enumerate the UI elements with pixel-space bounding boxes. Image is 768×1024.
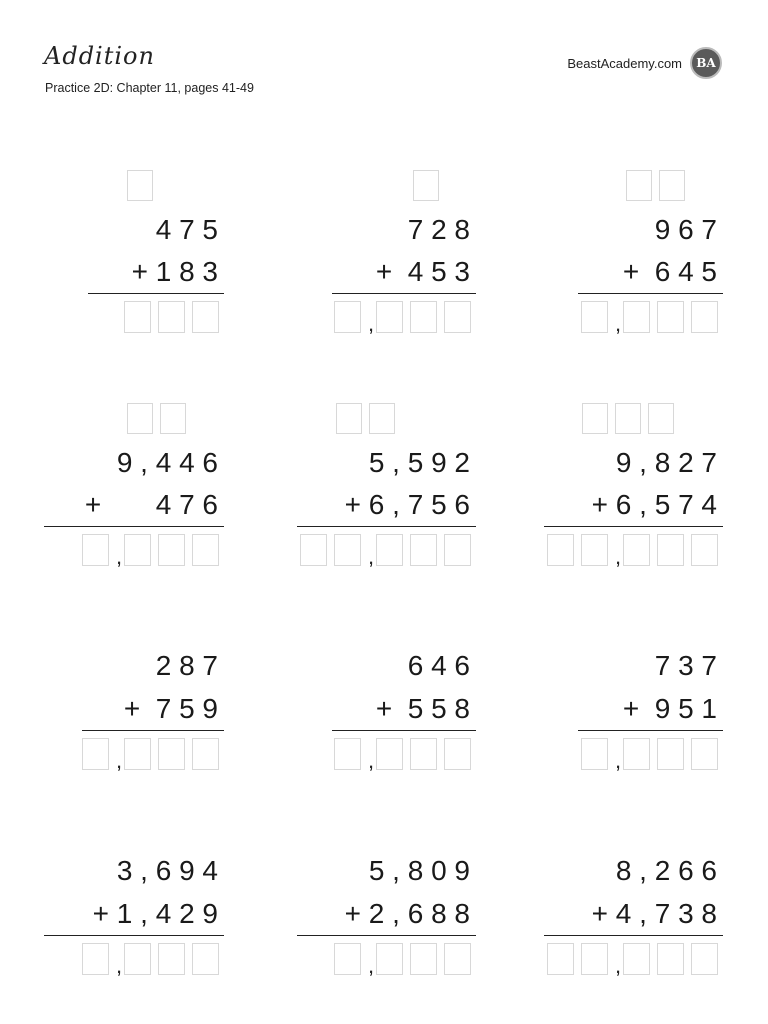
answer-digit-box[interactable] [192,301,219,333]
answer-digit-box[interactable] [444,301,471,333]
sum-line [297,935,476,936]
addend-bottom: + 1 8 3 [131,256,218,287]
addend-top: 9 , 4 4 6 [116,447,218,478]
addend-bottom: + 6 4 5 [622,256,717,287]
answer-digit-box[interactable] [581,943,608,975]
answer-digit-box[interactable] [410,738,437,770]
carry-box[interactable] [160,403,186,434]
answer-digit-box[interactable] [623,534,650,566]
answer-digit-box[interactable] [691,943,718,975]
sum-line [44,526,224,527]
answer-digit-box[interactable] [158,301,185,333]
sum-line [88,293,224,294]
answer-digit-box[interactable] [410,943,437,975]
addend-bottom: + 2 , 6 8 8 [344,898,470,929]
addend-top: 2 8 7 [155,650,218,681]
addend-top: 5 , 8 0 9 [368,855,470,886]
answer-digit-box[interactable] [691,301,718,333]
carry-box[interactable] [127,170,153,201]
addend-bottom: + 6 , 7 5 6 [344,489,470,520]
answer-digit-box[interactable] [334,738,361,770]
answer-digit-box[interactable] [444,534,471,566]
answer-digit-box[interactable] [192,738,219,770]
answer-digit-box[interactable] [82,943,109,975]
answer-comma: , [116,544,123,569]
answer-digit-box[interactable] [657,943,684,975]
carry-box[interactable] [648,403,674,434]
answer-digit-box[interactable] [334,301,361,333]
answer-digit-box[interactable] [158,738,185,770]
answer-digit-box[interactable] [376,738,403,770]
answer-digit-box[interactable] [334,534,361,566]
carry-box[interactable] [626,170,652,201]
answer-digit-box[interactable] [623,943,650,975]
answer-comma: , [368,544,375,569]
answer-digit-box[interactable] [691,738,718,770]
answer-comma: , [368,311,375,336]
answer-digit-box[interactable] [192,534,219,566]
sum-line [544,935,723,936]
answer-comma: , [368,953,375,978]
sum-line [297,526,476,527]
answer-digit-box[interactable] [124,738,151,770]
carry-box[interactable] [127,403,153,434]
sum-line [578,293,723,294]
answer-digit-box[interactable] [158,534,185,566]
answer-digit-box[interactable] [410,534,437,566]
beast-academy-logo-icon: BA [690,47,722,79]
worksheet-title: Addition [44,42,155,70]
answer-digit-box[interactable] [124,943,151,975]
addend-top: 7 2 8 [407,214,470,245]
answer-digit-box[interactable] [82,738,109,770]
addend-bottom: + 1 , 4 2 9 [92,898,218,929]
addend-bottom: + 5 5 8 [375,693,470,724]
carry-box[interactable] [336,403,362,434]
answer-digit-box[interactable] [82,534,109,566]
carry-box[interactable] [659,170,685,201]
carry-box[interactable] [615,403,641,434]
answer-digit-box[interactable] [376,943,403,975]
answer-comma: , [615,544,622,569]
answer-digit-box[interactable] [158,943,185,975]
addend-top: 7 3 7 [654,650,717,681]
answer-digit-box[interactable] [192,943,219,975]
answer-digit-box[interactable] [657,301,684,333]
addend-top: 9 6 7 [654,214,717,245]
addend-bottom: + 9 5 1 [622,693,717,724]
answer-digit-box[interactable] [124,301,151,333]
addend-top: 8 , 2 6 6 [615,855,717,886]
answer-comma: , [615,311,622,336]
answer-digit-box[interactable] [657,738,684,770]
sum-line [578,730,723,731]
answer-digit-box[interactable] [376,301,403,333]
answer-digit-box[interactable] [444,943,471,975]
addend-top: 5 , 5 9 2 [368,447,470,478]
site-name: BeastAcademy.com [567,56,682,71]
answer-digit-box[interactable] [623,738,650,770]
sum-line [82,730,224,731]
answer-digit-box[interactable] [334,943,361,975]
addend-top: 9 , 8 2 7 [615,447,717,478]
addend-top: 3 , 6 9 4 [116,855,218,886]
sum-line [332,730,476,731]
answer-digit-box[interactable] [300,534,327,566]
answer-comma: , [368,748,375,773]
addend-top: 6 4 6 [407,650,470,681]
answer-comma: , [615,953,622,978]
addend-top: 4 7 5 [155,214,218,245]
carry-box[interactable] [369,403,395,434]
answer-digit-box[interactable] [547,943,574,975]
answer-digit-box[interactable] [376,534,403,566]
answer-digit-box[interactable] [691,534,718,566]
answer-digit-box[interactable] [547,534,574,566]
carry-box[interactable] [413,170,439,201]
answer-digit-box[interactable] [581,301,608,333]
addend-bottom: + 4 7 6 [84,489,218,520]
answer-comma: , [615,748,622,773]
carry-box[interactable] [582,403,608,434]
answer-digit-box[interactable] [623,301,650,333]
sum-line [44,935,224,936]
answer-digit-box[interactable] [124,534,151,566]
answer-digit-box[interactable] [657,534,684,566]
addend-bottom: + 7 5 9 [123,693,218,724]
worksheet-subtitle: Practice 2D: Chapter 11, pages 41-49 [45,81,254,95]
answer-digit-box[interactable] [581,738,608,770]
answer-comma: , [116,953,123,978]
answer-comma: , [116,748,123,773]
answer-digit-box[interactable] [444,738,471,770]
sum-line [332,293,476,294]
sum-line [544,526,723,527]
answer-digit-box[interactable] [581,534,608,566]
answer-digit-box[interactable] [410,301,437,333]
addend-bottom: + 4 5 3 [375,256,470,287]
addend-bottom: + 6 , 5 7 4 [591,489,717,520]
addend-bottom: + 4 , 7 3 8 [591,898,717,929]
